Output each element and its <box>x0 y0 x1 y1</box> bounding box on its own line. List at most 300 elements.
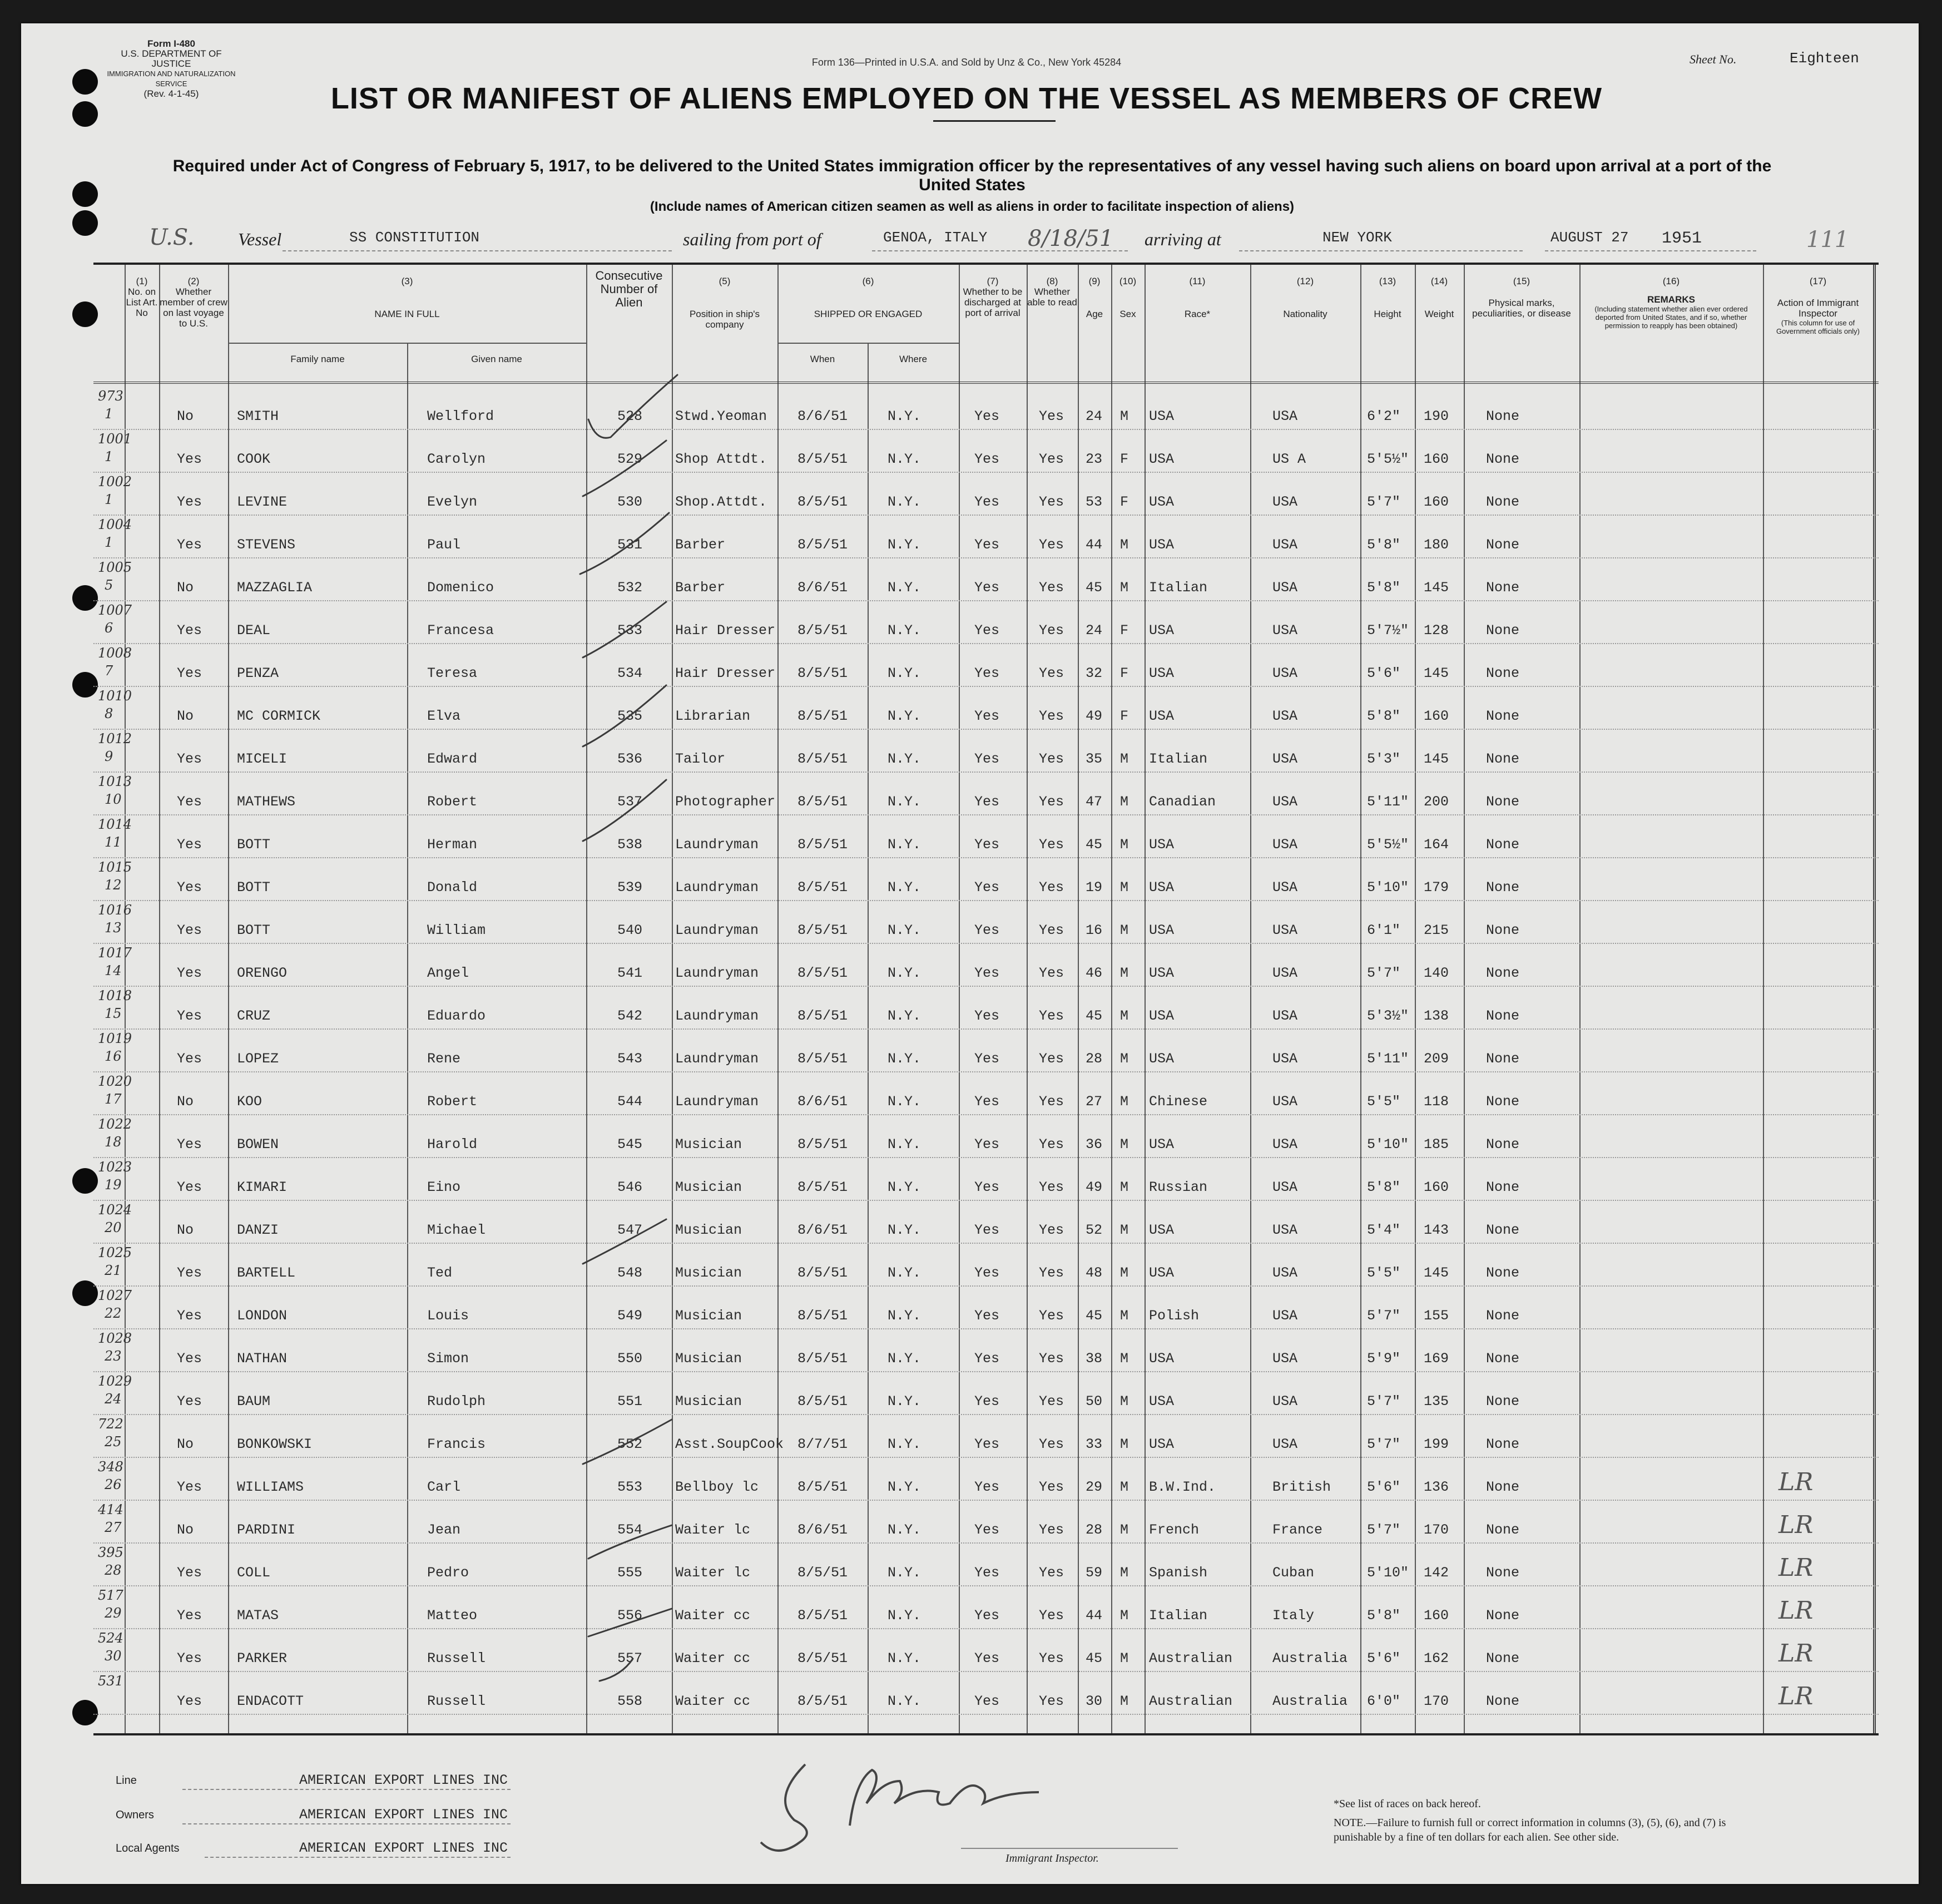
cell-prior-voyage: No <box>177 408 194 424</box>
art-number: 395 <box>98 1545 123 1560</box>
cell-nationality: USA <box>1272 879 1298 896</box>
cell-age: 48 <box>1086 1265 1103 1281</box>
cell-prior-voyage: Yes <box>177 1051 202 1067</box>
cell-sex: M <box>1120 965 1129 981</box>
cell-shipped-where: N.Y. <box>888 580 922 596</box>
cell-physical-marks: None <box>1486 794 1520 810</box>
cell-prior-voyage: Yes <box>177 879 202 896</box>
cell-family-name: PARKER <box>237 1650 288 1666</box>
cell-nationality: USA <box>1272 1136 1298 1153</box>
cell-age: 29 <box>1086 1479 1103 1495</box>
cell-able-to-read: Yes <box>1039 1351 1064 1367</box>
cell-age: 44 <box>1086 537 1103 553</box>
cell-consecutive-number: 539 <box>617 879 643 896</box>
cell-able-to-read: Yes <box>1039 708 1064 724</box>
cell-prior-voyage: Yes <box>177 1136 202 1153</box>
line-number: 14 <box>105 963 122 978</box>
cell-shipped-when: 8/5/51 <box>797 451 848 467</box>
cell-consecutive-number: 533 <box>617 622 643 639</box>
inspector-initials: LR <box>1778 1468 1814 1496</box>
cell-family-name: PARDINI <box>237 1522 296 1538</box>
cell-weight: 185 <box>1424 1136 1449 1153</box>
cell-family-name: MAZZAGLIA <box>237 580 313 596</box>
art-number: 524 <box>98 1630 123 1646</box>
cell-race: Italian <box>1149 580 1208 596</box>
cell-height: 5'6" <box>1367 1650 1401 1666</box>
cell-age: 16 <box>1086 922 1103 938</box>
cell-race: Australian <box>1149 1693 1233 1709</box>
cell-sex: M <box>1120 879 1129 896</box>
cell-shipped-where: N.Y. <box>888 1608 922 1624</box>
cell-position: Bellboy lc <box>675 1479 759 1495</box>
cell-discharged: Yes <box>974 1693 1000 1709</box>
cell-physical-marks: None <box>1486 1265 1520 1281</box>
cell-given-name: Teresa <box>427 665 478 681</box>
cell-nationality: USA <box>1272 665 1298 681</box>
department-name: U.S. DEPARTMENT OF JUSTICE <box>121 48 222 69</box>
cell-shipped-where: N.Y. <box>888 1094 922 1110</box>
cell-position: Musician <box>675 1308 742 1324</box>
cell-family-name: PENZA <box>237 665 279 681</box>
cell-shipped-where: N.Y. <box>888 1008 922 1024</box>
check-mark <box>583 602 666 657</box>
cell-discharged: Yes <box>974 622 1000 639</box>
cell-age: 28 <box>1086 1522 1103 1538</box>
cell-sex: M <box>1120 1693 1129 1709</box>
cell-age: 45 <box>1086 580 1103 596</box>
cell-height: 6'0" <box>1367 1693 1401 1709</box>
cell-height: 5'5" <box>1367 1265 1401 1281</box>
cell-sex: F <box>1120 451 1129 467</box>
col-header-nationality: (12) Nationality <box>1283 276 1327 319</box>
race-footnote: *See list of races on back hereof. <box>1334 1798 1481 1810</box>
cell-position: Shop.Attdt. <box>675 494 767 510</box>
cell-consecutive-number: 545 <box>617 1136 643 1153</box>
page-title: LIST OR MANIFEST OF ALIENS EMPLOYED ON THE VESSEL AS MEMBERS OF CREW <box>330 82 1603 115</box>
cell-age: 45 <box>1086 837 1103 853</box>
cell-able-to-read: Yes <box>1039 665 1064 681</box>
cell-weight: 145 <box>1424 1265 1449 1281</box>
cell-nationality: Italy <box>1272 1608 1315 1624</box>
cell-sex: M <box>1120 1222 1129 1238</box>
footer <box>93 1742 1879 1876</box>
cell-discharged: Yes <box>974 1650 1000 1666</box>
cell-height: 5'7" <box>1367 1522 1401 1538</box>
cell-height: 5'10" <box>1367 1565 1409 1581</box>
art-number: 1018 <box>98 988 132 1003</box>
cell-sex: M <box>1120 580 1129 596</box>
cell-discharged: Yes <box>974 408 1000 424</box>
art-number: 1025 <box>98 1245 132 1260</box>
cell-height: 5'6" <box>1367 665 1401 681</box>
cell-height: 5'6" <box>1367 1479 1401 1495</box>
cell-weight: 160 <box>1424 1608 1449 1624</box>
cell-position: Barber <box>675 537 726 553</box>
cell-race: USA <box>1149 622 1175 639</box>
cell-shipped-where: N.Y. <box>888 1136 922 1153</box>
line-number: 1 <box>105 535 113 550</box>
cell-race: USA <box>1149 1136 1175 1153</box>
cell-race: French <box>1149 1522 1200 1538</box>
cell-shipped-when: 8/5/51 <box>797 1136 848 1153</box>
cell-shipped-when: 8/5/51 <box>797 1179 848 1195</box>
cell-sex: M <box>1120 1393 1129 1410</box>
cell-given-name: Rene <box>427 1051 461 1067</box>
cell-family-name: LOPEZ <box>237 1051 279 1067</box>
cell-sex: M <box>1120 1479 1129 1495</box>
cell-age: 27 <box>1086 1094 1103 1110</box>
cell-given-name: Wellford <box>427 408 494 424</box>
cell-shipped-when: 8/5/51 <box>797 1051 848 1067</box>
cell-race: USA <box>1149 1222 1175 1238</box>
cell-nationality: USA <box>1272 580 1298 596</box>
cell-discharged: Yes <box>974 665 1000 681</box>
line-underline <box>182 1789 511 1790</box>
cell-able-to-read: Yes <box>1039 1008 1064 1024</box>
cell-prior-voyage: Yes <box>177 1308 202 1324</box>
cell-discharged: Yes <box>974 879 1000 896</box>
cell-height: 5'8" <box>1367 1179 1401 1195</box>
cell-height: 5'10" <box>1367 879 1409 896</box>
art-number: 1010 <box>98 688 132 704</box>
cell-sex: M <box>1120 837 1129 853</box>
art-number: 1024 <box>98 1202 132 1218</box>
cell-consecutive-number: 546 <box>617 1179 643 1195</box>
service-name: IMMIGRATION AND NATURALIZATION SERVICE <box>107 70 236 88</box>
cell-shipped-where: N.Y. <box>888 1565 922 1581</box>
line-number: 29 <box>105 1605 122 1621</box>
cell-position: Waiter cc <box>675 1608 751 1624</box>
cell-prior-voyage: Yes <box>177 1351 202 1367</box>
cell-shipped-where: N.Y. <box>888 1479 922 1495</box>
cell-given-name: Robert <box>427 1094 478 1110</box>
arriving-label: arriving at <box>1145 229 1221 249</box>
cell-weight: 200 <box>1424 794 1449 810</box>
cell-height: 5'8" <box>1367 1608 1401 1624</box>
cell-height: 5'3" <box>1367 751 1401 767</box>
cell-prior-voyage: Yes <box>177 922 202 938</box>
cell-height: 5'7½" <box>1367 622 1409 639</box>
cell-physical-marks: None <box>1486 922 1520 938</box>
line-number: 27 <box>105 1520 122 1535</box>
check-mark <box>588 375 677 438</box>
line-number: 20 <box>105 1220 122 1235</box>
cell-weight: 118 <box>1424 1094 1449 1110</box>
cell-race: Polish <box>1149 1308 1200 1324</box>
cell-sex: M <box>1120 1094 1129 1110</box>
cell-sex: M <box>1120 751 1129 767</box>
col-header-age: (9) Age <box>1086 276 1103 319</box>
cell-race: USA <box>1149 1051 1175 1067</box>
cell-position: Waiter cc <box>675 1693 751 1709</box>
cell-discharged: Yes <box>974 1094 1000 1110</box>
cell-height: 5'11" <box>1367 1051 1409 1067</box>
cell-position: Musician <box>675 1265 742 1281</box>
cell-physical-marks: None <box>1486 1393 1520 1410</box>
cell-discharged: Yes <box>974 1008 1000 1024</box>
cell-family-name: COOK <box>237 451 271 467</box>
cell-given-name: Russell <box>427 1650 486 1666</box>
cell-height: 5'7" <box>1367 965 1401 981</box>
cell-weight: 170 <box>1424 1522 1449 1538</box>
cell-position: Laundryman <box>675 965 759 981</box>
cell-physical-marks: None <box>1486 1222 1520 1238</box>
cell-age: 44 <box>1086 1608 1103 1624</box>
cell-nationality: USA <box>1272 408 1298 424</box>
col-header-number: (1) No. on List Art. No <box>126 276 158 318</box>
cell-height: 5'8" <box>1367 580 1401 596</box>
vessel-label: Vessel <box>238 229 282 249</box>
cell-able-to-read: Yes <box>1039 794 1064 810</box>
cell-physical-marks: None <box>1486 708 1520 724</box>
cell-race: Italian <box>1149 751 1208 767</box>
cell-family-name: BARTELL <box>237 1265 296 1281</box>
cell-nationality: USA <box>1272 622 1298 639</box>
cell-shipped-where: N.Y. <box>888 665 922 681</box>
cell-height: 5'7" <box>1367 1436 1401 1452</box>
cell-shipped-when: 8/6/51 <box>797 408 848 424</box>
cell-able-to-read: Yes <box>1039 451 1064 467</box>
line-number: 6 <box>105 620 113 636</box>
cell-weight: 160 <box>1424 1179 1449 1195</box>
cell-weight: 160 <box>1424 451 1449 467</box>
cell-able-to-read: Yes <box>1039 1693 1064 1709</box>
arrival-date: AUGUST 27 <box>1550 229 1629 246</box>
cell-shipped-when: 8/5/51 <box>797 1265 848 1281</box>
cell-discharged: Yes <box>974 1351 1000 1367</box>
revision-date: (Rev. 4-1-45) <box>143 88 199 99</box>
inspector-initials: LR <box>1778 1596 1814 1625</box>
cell-consecutive-number: 558 <box>617 1693 643 1709</box>
check-mark <box>588 1525 672 1559</box>
cell-consecutive-number: 528 <box>617 408 643 424</box>
cell-position: Tailor <box>675 751 726 767</box>
penalty-note: NOTE.—Failure to furnish full or correct information in columns (3), (5), (6), and (7) is punishable by a fine of ten dollars for each alien. See other side. <box>1334 1817 1726 1843</box>
page-mark: 111 <box>1806 227 1849 253</box>
vessel-flag-handwritten: U.S. <box>149 225 195 250</box>
art-number: 531 <box>98 1673 123 1689</box>
cell-prior-voyage: Yes <box>177 1179 202 1195</box>
cell-nationality: USA <box>1272 1179 1298 1195</box>
cell-given-name: Russell <box>427 1693 486 1709</box>
cell-given-name: Carolyn <box>427 451 486 467</box>
cell-age: 45 <box>1086 1650 1103 1666</box>
cell-weight: 142 <box>1424 1565 1449 1581</box>
cell-weight: 170 <box>1424 1693 1449 1709</box>
cell-family-name: BOTT <box>237 837 271 853</box>
cell-family-name: MC CORMICK <box>237 708 321 724</box>
cell-height: 5'7" <box>1367 494 1401 510</box>
cell-position: Photographer <box>675 794 776 810</box>
cell-position: Barber <box>675 580 726 596</box>
cell-shipped-when: 8/5/51 <box>797 965 848 981</box>
cell-physical-marks: None <box>1486 1008 1520 1024</box>
cell-sex: M <box>1120 1136 1129 1153</box>
art-number: 1017 <box>98 945 132 961</box>
cell-shipped-where: N.Y. <box>888 751 922 767</box>
cell-discharged: Yes <box>974 965 1000 981</box>
cell-weight: 128 <box>1424 622 1449 639</box>
cell-able-to-read: Yes <box>1039 537 1064 553</box>
cell-race: USA <box>1149 665 1175 681</box>
cell-sex: M <box>1120 1308 1129 1324</box>
col-header-consecutive: Consecutive Number of Alien <box>595 269 663 309</box>
check-mark <box>588 1609 672 1636</box>
cell-prior-voyage: No <box>177 1222 194 1238</box>
cell-race: USA <box>1149 1393 1175 1410</box>
cell-age: 59 <box>1086 1565 1103 1581</box>
inspector-initials: LR <box>1778 1511 1814 1539</box>
inspector-initials: LR <box>1778 1554 1814 1582</box>
line-number: 25 <box>105 1434 122 1450</box>
cell-consecutive-number: 548 <box>617 1265 643 1281</box>
line-number: 23 <box>105 1348 122 1364</box>
cell-consecutive-number: 552 <box>617 1436 643 1452</box>
check-mark <box>583 1219 666 1264</box>
cell-given-name: Eino <box>427 1179 461 1195</box>
cell-age: 47 <box>1086 794 1103 810</box>
art-number: 1007 <box>98 602 132 618</box>
cell-shipped-when: 8/5/51 <box>797 837 848 853</box>
col-header-race: (11) Race* <box>1184 276 1211 319</box>
cell-weight: 215 <box>1424 922 1449 938</box>
col-header-weight: (14) Weight <box>1424 276 1454 319</box>
cell-position: Musician <box>675 1393 742 1410</box>
cell-shipped-where: N.Y. <box>888 1051 922 1067</box>
cell-shipped-when: 8/7/51 <box>797 1436 848 1452</box>
cell-race: USA <box>1149 922 1175 938</box>
cell-given-name: Evelyn <box>427 494 478 510</box>
cell-position: Laundryman <box>675 879 759 896</box>
cell-family-name: BAUM <box>237 1393 271 1410</box>
line-number: 15 <box>105 1006 122 1021</box>
cell-able-to-read: Yes <box>1039 922 1064 938</box>
cell-physical-marks: None <box>1486 537 1520 553</box>
cell-able-to-read: Yes <box>1039 1436 1064 1452</box>
cell-able-to-read: Yes <box>1039 1650 1064 1666</box>
cell-shipped-where: N.Y. <box>888 537 922 553</box>
cell-discharged: Yes <box>974 451 1000 467</box>
cell-age: 24 <box>1086 408 1103 424</box>
cell-given-name: Pedro <box>427 1565 469 1581</box>
cell-age: 45 <box>1086 1008 1103 1024</box>
check-mark <box>583 780 666 841</box>
cell-age: 30 <box>1086 1693 1103 1709</box>
cell-physical-marks: None <box>1486 494 1520 510</box>
cell-family-name: NATHAN <box>237 1351 288 1367</box>
cell-shipped-where: N.Y. <box>888 879 922 896</box>
cell-prior-voyage: Yes <box>177 665 202 681</box>
sailing-date-handwritten: 8/18/51 <box>1028 226 1114 251</box>
cell-nationality: Australia <box>1272 1693 1348 1709</box>
cell-race: USA <box>1149 451 1175 467</box>
cell-shipped-where: N.Y. <box>888 794 922 810</box>
cell-shipped-when: 8/5/51 <box>797 1608 848 1624</box>
cell-able-to-read: Yes <box>1039 879 1064 896</box>
inspector-initials: LR <box>1778 1682 1814 1710</box>
cell-discharged: Yes <box>974 1265 1000 1281</box>
cell-age: 49 <box>1086 708 1103 724</box>
cell-able-to-read: Yes <box>1039 408 1064 424</box>
cell-race: USA <box>1149 537 1175 553</box>
cell-able-to-read: Yes <box>1039 1393 1064 1410</box>
line-label: Line <box>116 1774 137 1787</box>
cell-able-to-read: Yes <box>1039 965 1064 981</box>
cell-weight: 145 <box>1424 665 1449 681</box>
cell-age: 50 <box>1086 1393 1103 1410</box>
col-header-when: When <box>810 354 835 364</box>
cell-prior-voyage: Yes <box>177 837 202 853</box>
cell-weight: 135 <box>1424 1393 1449 1410</box>
cell-physical-marks: None <box>1486 751 1520 767</box>
col-header-name: (3) NAME IN FULL <box>374 276 440 319</box>
cell-shipped-where: N.Y. <box>888 622 922 639</box>
cell-shipped-when: 8/5/51 <box>797 1650 848 1666</box>
art-number: 1015 <box>98 859 132 875</box>
art-number: 1020 <box>98 1074 132 1089</box>
cell-consecutive-number: 547 <box>617 1222 643 1238</box>
cell-race: USA <box>1149 837 1175 853</box>
cell-age: 53 <box>1086 494 1103 510</box>
cell-weight: 155 <box>1424 1308 1449 1324</box>
cell-race: USA <box>1149 1351 1175 1367</box>
cell-shipped-when: 8/6/51 <box>797 1094 848 1110</box>
cell-able-to-read: Yes <box>1039 494 1064 510</box>
line-number: 24 <box>105 1391 122 1407</box>
cell-shipped-where: N.Y. <box>888 708 922 724</box>
cell-nationality: Cuban <box>1272 1565 1315 1581</box>
cell-shipped-when: 8/5/51 <box>797 879 848 896</box>
line-number: 16 <box>105 1049 122 1064</box>
cell-able-to-read: Yes <box>1039 1608 1064 1624</box>
col-header-height: (13) Height <box>1374 276 1401 319</box>
art-number: 1013 <box>98 774 132 789</box>
cell-given-name: Paul <box>427 537 461 553</box>
cell-nationality: USA <box>1272 708 1298 724</box>
cell-consecutive-number: 531 <box>617 537 643 553</box>
printer-imprint: Form 136—Printed in U.S.A. and Sold by Unz & Co., New York 45284 <box>811 57 1122 68</box>
art-number: 1029 <box>98 1373 132 1389</box>
cell-family-name: COLL <box>237 1565 271 1581</box>
col-header-remarks: (16) REMARKS (Including statement whether alien ever ordered deported from United States, and if so, whether permission to reapply has been obtained) <box>1594 276 1748 330</box>
cell-family-name: LONDON <box>237 1308 288 1324</box>
cell-shipped-where: N.Y. <box>888 1393 922 1410</box>
cell-sex: M <box>1120 1008 1129 1024</box>
cell-nationality: Australia <box>1272 1650 1348 1666</box>
cell-family-name: WILLIAMS <box>237 1479 304 1495</box>
cell-consecutive-number: 536 <box>617 751 643 767</box>
cell-family-name: MICELI <box>237 751 288 767</box>
cell-consecutive-number: 532 <box>617 580 643 596</box>
cell-shipped-when: 8/5/51 <box>797 1693 848 1709</box>
cell-shipped-when: 8/5/51 <box>797 494 848 510</box>
cell-given-name: Domenico <box>427 580 494 596</box>
cell-prior-voyage: Yes <box>177 1008 202 1024</box>
cell-discharged: Yes <box>974 751 1000 767</box>
check-mark <box>600 1659 633 1681</box>
line-number: 7 <box>105 663 113 679</box>
cell-sex: F <box>1120 622 1129 639</box>
cell-prior-voyage: Yes <box>177 451 202 467</box>
agents-label: Local Agents <box>116 1842 180 1854</box>
cell-race: Chinese <box>1149 1094 1208 1110</box>
cell-family-name: LEVINE <box>237 494 288 510</box>
cell-sex: M <box>1120 794 1129 810</box>
cell-able-to-read: Yes <box>1039 1179 1064 1195</box>
cell-physical-marks: None <box>1486 1650 1520 1666</box>
cell-discharged: Yes <box>974 1393 1000 1410</box>
cell-position: Waiter lc <box>675 1565 751 1581</box>
